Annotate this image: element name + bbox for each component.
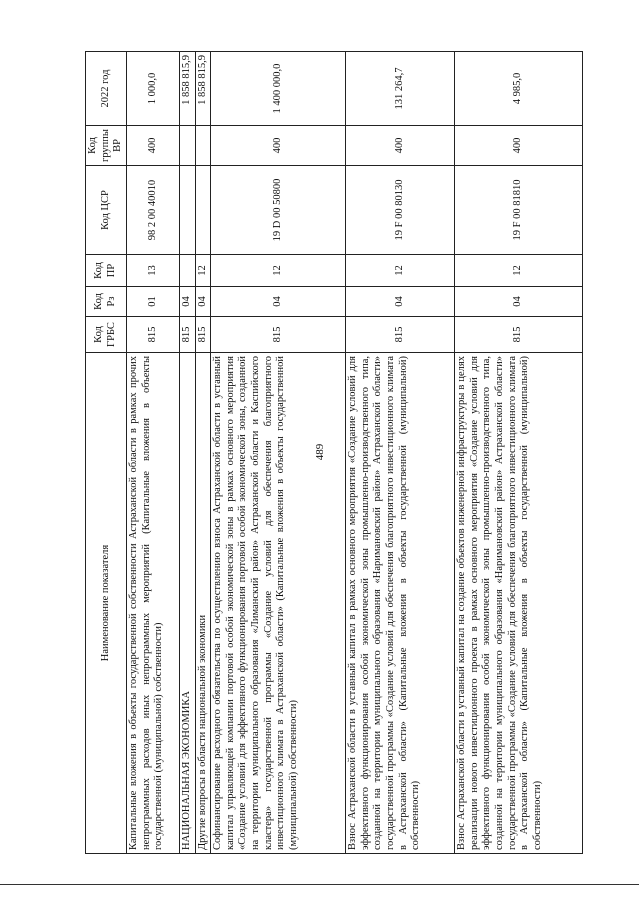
cell-name: Другие вопросы в области национальной экономики xyxy=(195,353,211,854)
cell-name: Взнос Астраханской области в уставный капитал на создание объектов инженерной инфраструктуры в целях реализации нового инвестиционного проекта в рамках основного мероприятия «Создание условий для эффективного функционирования особой экономической зоны промышленно-производственного типа, созданной на территории муниципального образования «Наримановский район» Астраханской области» государственной программы «Создание условий для обеспечения благоприятного инвестиционного климата в Астраханской области» (Капитальные вложения в объекты государственной (муниципальной) собственности) xyxy=(455,353,583,854)
cell-csr xyxy=(195,166,211,255)
table-row xyxy=(455,52,583,854)
cell-csr: 98 2 00 40010 xyxy=(127,166,180,255)
cell-amount: 1 400 000,0 xyxy=(211,52,346,126)
cell-pr xyxy=(180,255,196,287)
rotated-table-container xyxy=(85,52,575,854)
cell-grbs: 815 xyxy=(346,317,455,353)
cell-pr: 12 xyxy=(455,255,583,287)
cell-grbs: 815 xyxy=(180,317,196,353)
header-name: Наименование показателя xyxy=(86,353,127,854)
header-csr: Код ЦСР xyxy=(86,166,127,255)
cell-pr: 12 xyxy=(211,255,346,287)
header-vr: Код группы ВР xyxy=(86,126,127,166)
cell-pr: 12 xyxy=(195,255,211,287)
cell-csr: 19 F 00 80130 xyxy=(346,166,455,255)
cell-name: НАЦИОНАЛЬНАЯ ЭКОНОМИКА xyxy=(180,353,196,854)
cell-vr xyxy=(195,126,211,166)
cell-pr: 12 xyxy=(346,255,455,287)
cell-csr xyxy=(180,166,196,255)
header-grbs: Код ГРБС xyxy=(86,317,127,353)
cell-rz: 04 xyxy=(346,287,455,317)
cell-vr: 400 xyxy=(127,126,180,166)
header-pr: Код ПР xyxy=(86,255,127,287)
cell-amount: 1 858 815,9 xyxy=(180,52,196,126)
table-row xyxy=(211,52,346,854)
cell-grbs: 815 xyxy=(195,317,211,353)
cell-rz: 04 xyxy=(180,287,196,317)
header-rz: Код Рз xyxy=(86,287,127,317)
header-year: 2022 год xyxy=(86,52,127,126)
cell-vr xyxy=(180,126,196,166)
cell-csr: 19 D 00 50800 xyxy=(211,166,346,255)
cell-vr: 400 xyxy=(211,126,346,166)
cell-grbs: 815 xyxy=(455,317,583,353)
page-number: 489 xyxy=(314,443,326,461)
table-row xyxy=(127,52,180,854)
cell-rz: 04 xyxy=(211,287,346,317)
bottom-rule xyxy=(0,884,639,885)
table-row xyxy=(180,52,196,854)
cell-rz: 04 xyxy=(455,287,583,317)
cell-vr: 400 xyxy=(346,126,455,166)
cell-csr: 19 F 00 81810 xyxy=(455,166,583,255)
cell-vr: 400 xyxy=(455,126,583,166)
budget-table xyxy=(85,51,583,854)
table-row xyxy=(195,52,211,854)
cell-grbs: 815 xyxy=(127,317,180,353)
cell-grbs: 815 xyxy=(211,317,346,353)
table-row xyxy=(346,52,455,854)
cell-amount: 1 000,0 xyxy=(127,52,180,126)
cell-pr: 13 xyxy=(127,255,180,287)
cell-name: Взнос Астраханской области в уставный капитал в рамках основного мероприятия «Создание условий для эффективного функционирования особой экономической зоны промышленно-производственного типа, созданной на территории муниципального образования «Наримановский район» Астраханской области» государственной программы «Создание условий для обеспечения благоприятного инвестиционного климата в Астраханской области» (Капитальные вложения в объекты государственной (муниципальной) собственности) xyxy=(346,353,455,854)
cell-amount: 131 264,7 xyxy=(346,52,455,126)
cell-amount: 4 985,0 xyxy=(455,52,583,126)
cell-name: Софинансирование расходного обязательства по осуществлению взноса Астраханской области в уставный капитал управляющей компании портовой особой экономической зоны в рамках основного мероприятия «Создание условий для эффективного функционирования портовой особой экономической зоны, созданной на территории муниципального образования «Лиманский район» Астраханской области и Каспийского кластера» государственной программы «Создание условий для обеспечения благоприятного инвестиционного климата в Астраханской области» (Капитальные вложения в объекты государственной (муниципальной) собственности) xyxy=(211,353,346,854)
cell-name: Капитальные вложения в объекты государственной собственности Астраханской области в рамках прочих непрограммных расходов иных непрограммных мероприятий (Капитальные вложения в объекты государственной (муниципальной) собственности) xyxy=(127,353,180,854)
cell-rz: 04 xyxy=(195,287,211,317)
cell-rz: 01 xyxy=(127,287,180,317)
header-row xyxy=(86,52,127,854)
cell-amount: 1 858 815,9 xyxy=(195,52,211,126)
